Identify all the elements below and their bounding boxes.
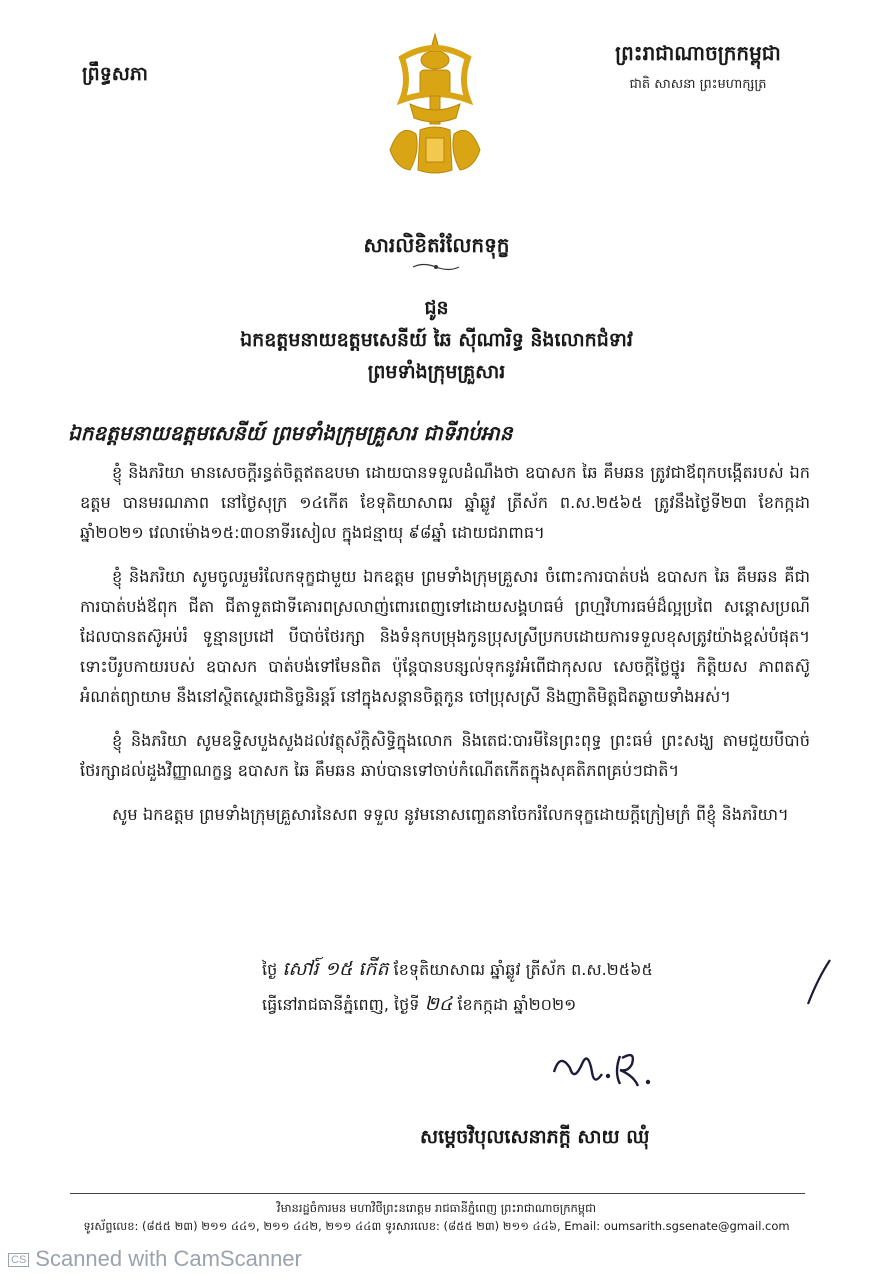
footer — [0, 1199, 873, 1235]
lunar-date-handwritten: សៅរ៍ ១៥ កើត — [282, 958, 389, 980]
royal-emblem-icon — [380, 30, 490, 180]
watermark-text: Scanned with CamScanner — [35, 1246, 302, 1271]
paragraph-2: ខ្ញុំ និងភរិយា សូមចូលរួមរំលែកទុក្ខជាមួយ ឯកឧត្តម ព្រមទាំងក្រុមគ្រួសារ ចំពោះការបាត់បង់ ឧបាសក ឆៃ គឹមឆន គឺជាការបាត់បង់ឪពុក ជីតា ជីតាទួតជាទីគោរពស្រលាញ់ពោរពេញទៅដោយសង្គហធម៌ ព្រហ្មវិហារធម៌ដ៏ល្អប្រពៃ សន្តោសប្រណី ដែលបានតស៊ូអប់រំ ទូន្មានប្រដៅ បីបាច់ថែរក្សា និងទំនុកបម្រុងកូនប្រុសស្រីប្រកបដោយការទទួលខុសត្រូវយ៉ាងខ្ពស់បំផុត។ ទោះបីរូបកាយរបស់ ឧបាសក បាត់បង់ទៅមែនពិត ប៉ុន្តែបានបន្សល់ទុកនូវអំពើជាកុសល សេចក្តីថ្លៃថ្នូរ កិត្តិយស ភាពតស៊ូអំណត់ព្យាយាម នឹងនៅស្ថិតស្ថេរជានិច្ចនិរន្តរ៍ នៅក្នុងសន្តានចិត្តកូន ចៅប្រុសស្រី និងញាតិមិត្តជិតឆ្ងាយទាំងអស់។ — [80, 567, 810, 706]
lunar-date-line — [262, 952, 822, 987]
salutation: ឯកឧត្តមនាយឧត្តមសេនីយ៍ ព្រមទាំងក្រុមគ្រួសារ ជាទីរាប់អាន — [68, 421, 513, 445]
place-date-line — [262, 987, 822, 1022]
scanner-watermark — [8, 1246, 302, 1272]
place-date-prefix: ធ្វើនៅរាជធានីភ្នំពេញ, ថ្ងៃទី — [262, 995, 420, 1014]
footer-divider — [70, 1193, 805, 1194]
paragraph-4: សូម ឯកឧត្តម ព្រមទាំងក្រុមគ្រួសារនៃសព ទទួល នូវមនោសញ្ចេតនាចែករំលែកទុក្ខដោយក្តីក្រៀមក្រំ ពីខ្ញុំ និងភរិយា។ — [112, 805, 789, 824]
date-block — [262, 952, 822, 1022]
paragraph-1: ខ្ញុំ និងភរិយា មានសេចក្តីរន្ធត់ចិត្តឥតឧបមា ដោយបានទទួលដំណឹងថា ឧបាសក ឆៃ គឹមឆន ត្រូវជាឪពុកបង្កើតរបស់ ឯកឧត្តម បានមរណភាព នៅថ្ងៃសុក្រ ១៤កើត ខែទុតិយាសាឍ ឆ្នាំឆ្លូវ ត្រីស័ក ព.ស.២៥៦៥ ត្រូវនឹងថ្ងៃទី២៣ ខែកក្កដា ឆ្នាំ២០២១ វេលាម៉ោង១៥:៣០នាទីរសៀល ក្នុងជន្មាយុ ៩៨ឆ្នាំ ដោយជរាពាធ។ — [80, 463, 810, 542]
pen-stroke-icon — [790, 958, 835, 1008]
recipient-line-2: ព្រមទាំងក្រុមគ្រួសារ — [367, 361, 506, 383]
place-day-handwritten: ២៤ — [424, 993, 453, 1015]
kingdom-name: ព្រះរាជាណាចក្រកម្ពុជា — [615, 41, 781, 65]
paragraph-3: ខ្ញុំ និងភរិយា សូមឧទ្ទិសបួងសួងដល់វត្ថុស័ក្តិសិទ្ធិក្នុងលោក និងតេជៈបារមីនៃព្រះពុទ្ធ ព្រះធម៌ ព្រះសង្ឃ តាមជួយបីបាច់ថែរក្សាដល់ដួងវិញ្ញាណក្ខន្ធ ឧបាសក ឆៃ គឹមឆន ឆាប់បានទៅចាប់កំណើតកើតក្នុងសុគតិភពគ្រប់ៗជាតិ។ — [80, 731, 810, 780]
title-ornament-icon — [411, 262, 461, 272]
document-title: សារលិខិតរំលែកទុក្ខ — [363, 233, 510, 257]
lunar-date-prefix: ថ្ងៃ — [262, 960, 278, 979]
lunar-date-rest: ខែទុតិយាសាឍ ឆ្នាំឆ្លូវ ត្រីស័ក ព.ស.២៥៦៥ — [393, 960, 653, 979]
signature-icon — [548, 1042, 668, 1102]
national-motto: ជាតិ សាសនា ព្រះមហាក្សត្រ — [629, 77, 767, 92]
recipient-block — [0, 292, 873, 388]
letter-body — [80, 458, 810, 844]
senate-label: ព្រឹទ្ធសភា — [82, 63, 148, 85]
footer-contacts: ទូរស័ព្ទលេខ: (៨៥៥ ២៣) ២១១ ៤៤១, ២១១ ៤៤២, ២១១ ៤៤៣ ទូរសារលេខ: (៨៥៥ ២៣) ២១១ ៤៤៦, Email: oumsarith.sgsenate@gmail.com — [83, 1219, 790, 1233]
footer-address: វិមានរដ្ឋចំការមន មហាវិថីព្រះនរោត្តម រាជធានីភ្នំពេញ ព្រះរាជាណាចក្រកម្ពុជា — [276, 1201, 597, 1215]
signer-name: សម្តេចវិបុលសេនាភក្តី សាយ ឈុំ — [420, 1126, 650, 1148]
kingdom-header — [583, 40, 813, 95]
recipient-to: ជូន — [424, 297, 449, 319]
place-date-rest: ខែកក្កដា ឆ្នាំ២០២១ — [457, 995, 577, 1014]
recipient-line-1: ឯកឧត្តមនាយឧត្តមសេនីយ៍ ឆៃ ស៊ីណារិទ្ធ និងលោកជំទាវ — [240, 329, 633, 351]
camscanner-logo-icon: CS — [8, 1253, 29, 1267]
